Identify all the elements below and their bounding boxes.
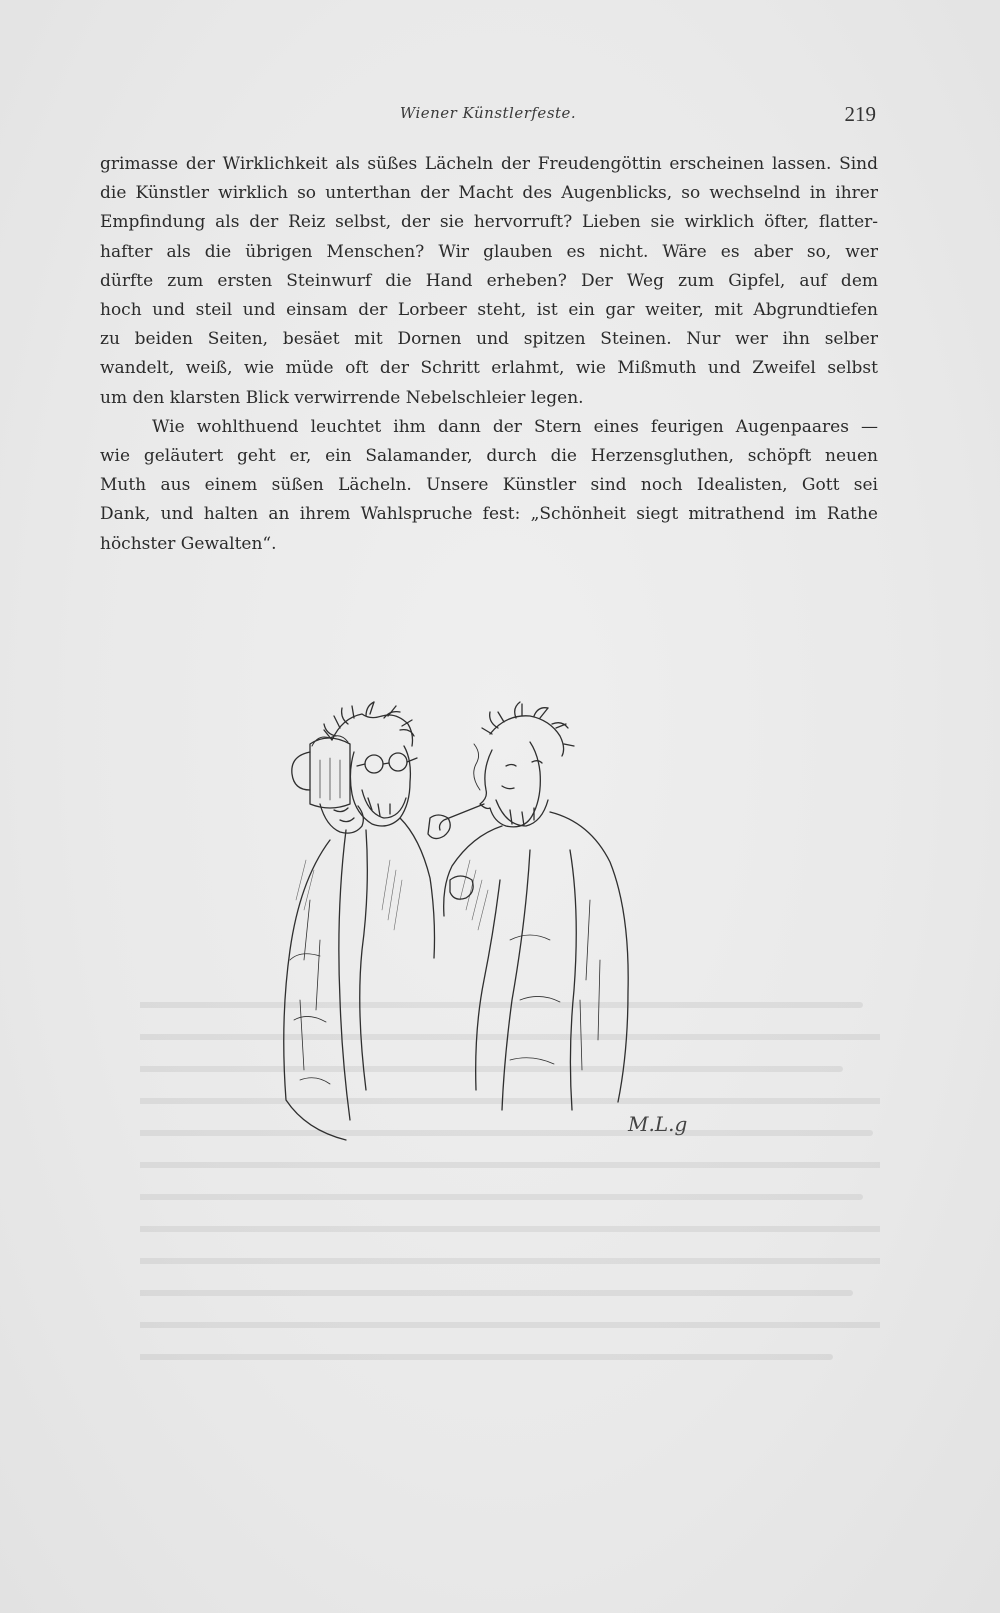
- text-line: Empfindung als der Reiz selbst, der sie hervorruft? Lieben sie wirklich öfter, flatter-: [100, 212, 878, 233]
- page-number: 219: [844, 102, 876, 126]
- text-line: hoch und steil und einsam der Lorbeer steht, ist ein gar weiter, mit Abgrundtiefen: [100, 300, 878, 321]
- text-line: grimasse der Wirklichkeit als süßes Lächeln der Freudengöttin erscheinen lassen. Sind: [100, 154, 878, 174]
- text-line: hafter als die übrigen Menschen? Wir glauben es nicht. Wäre es aber so, wer: [100, 241, 878, 262]
- artist-signature: M.L.g: [628, 1112, 688, 1136]
- running-title: Wiener Künstlerfeste.: [399, 104, 577, 122]
- left-figure: [284, 702, 435, 1140]
- text-line: zu beiden Seiten, besäet mit Dornen und spitzen Steinen. Nur wer ihn selber: [100, 329, 878, 350]
- text-line: Muth aus einem süßen Lächeln. Unsere Künstler sind noch Idealisten, Gott sei: [100, 475, 878, 496]
- page-header: [100, 100, 876, 130]
- text-line: wandelt, weiß, wie müde oft der Schritt erlahmt, wie Mißmuth und Zweifel selbst: [100, 358, 878, 379]
- shading-hatches: [296, 860, 488, 930]
- text-line: Wie wohlthuend leuchtet ihm dann der Stern eines feurigen Augenpaares —: [152, 416, 878, 437]
- right-figure: [428, 702, 628, 1110]
- text-line: höchster Gewalten“.: [100, 533, 277, 554]
- text-line: Dank, und halten an ihrem Wahlspruche fest: „Schönheit siegt mitrathend im Rathe: [100, 504, 878, 525]
- text-line: dürfte zum ersten Steinwurf die Hand erheben? Der Weg zum Gipfel, auf dem: [100, 270, 878, 291]
- paragraph-2: [100, 413, 878, 559]
- body-text: [100, 150, 878, 559]
- text-line: um den klarsten Blick verwirrende Nebelschleier legen.: [100, 387, 584, 408]
- paragraph-1: [100, 150, 878, 413]
- text-line: die Künstler wirklich so unterthan der Macht des Augenblicks, so wechselnd in ihrer: [100, 183, 878, 204]
- text-line: wie geläutert geht er, ein Salamander, durch die Herzensgluthen, schöpft neuen: [100, 446, 878, 467]
